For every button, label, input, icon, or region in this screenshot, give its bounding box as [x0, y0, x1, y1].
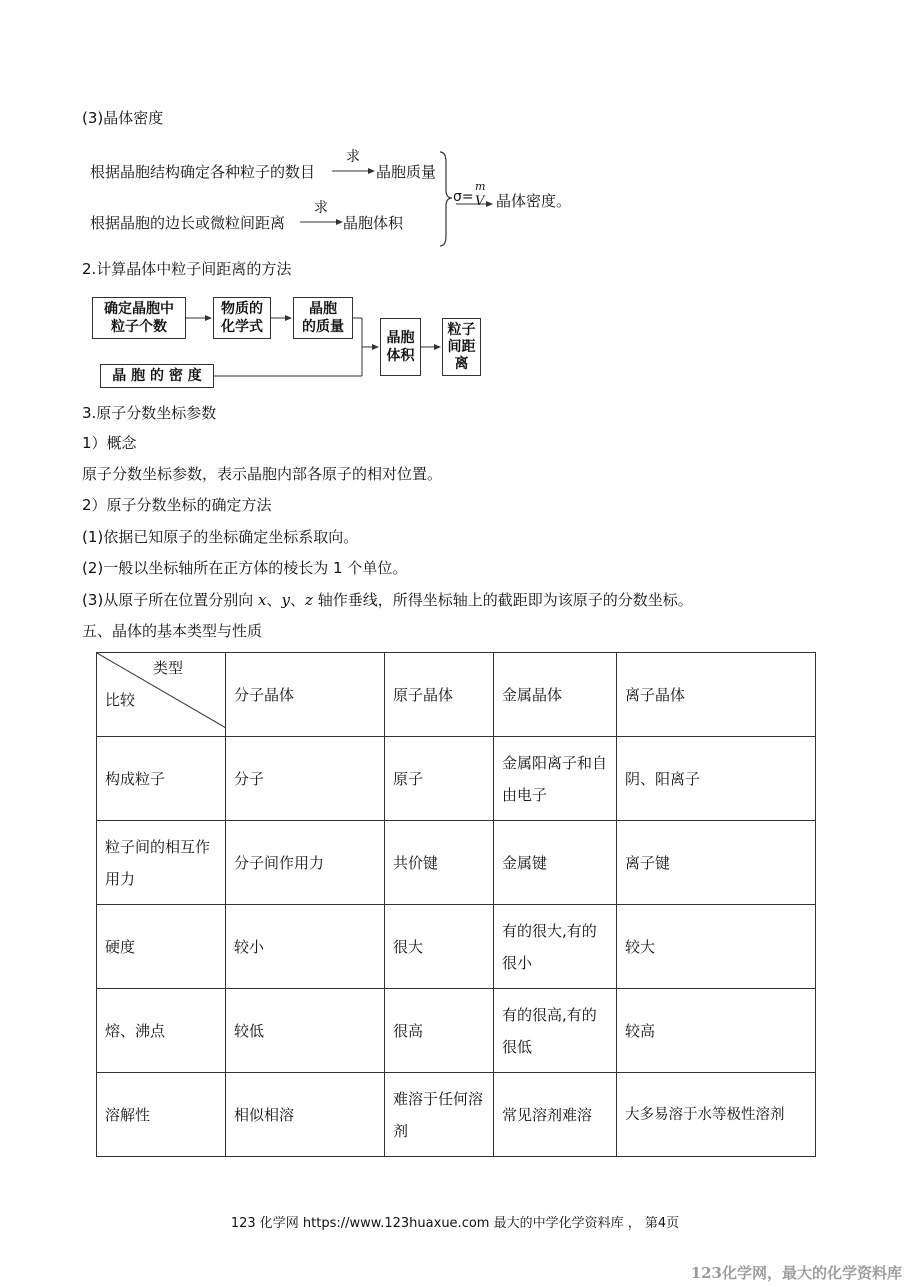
coords-item3-z: z — [305, 591, 313, 609]
table-row — [97, 821, 816, 905]
table-cell: 离子键 — [617, 821, 816, 905]
coords-concept: 原子分数坐标参数，表示晶胞内部各原子的相对位置。 — [82, 465, 443, 483]
flow-box-particle-distance-line3: 离 — [454, 355, 469, 372]
flow-box-cell-mass-line2: 的质量 — [302, 319, 344, 335]
table-header-cell: 金属晶体 — [494, 653, 617, 737]
coords-item3-y: y — [281, 591, 290, 609]
table-cell: 相似相溶 — [226, 1073, 385, 1157]
coords-item3 — [82, 590, 693, 610]
table-header-cell: 离子晶体 — [617, 653, 816, 737]
coords-item3-sep2: 、 — [290, 591, 306, 609]
table-cell: 金属键 — [494, 821, 617, 905]
table-cell: 分子 — [226, 737, 385, 821]
crystal-types-table — [96, 652, 816, 1157]
table-cell: 阴、阳离子 — [617, 737, 816, 821]
table-cell: 很大 — [385, 905, 494, 989]
flow-box-particle-distance-line1: 粒子 — [447, 321, 476, 338]
table-row-label: 熔、沸点 — [97, 989, 226, 1073]
table-cell: 有的很大,有的很小 — [494, 905, 617, 989]
corner-label-type: 类型 — [153, 659, 184, 677]
table-header-cell: 分子晶体 — [226, 653, 385, 737]
table-header-row — [97, 653, 816, 737]
coords-item2: (2)一般以坐标轴所在正方体的棱长为 1 个单位。 — [82, 559, 408, 577]
density-row2-right: 晶胞体积 — [343, 214, 404, 232]
site-watermark: 123化学网，最大的化学资料库 — [690, 1264, 902, 1282]
table-cell: 常见溶剂难溶 — [494, 1073, 617, 1157]
density-result: 晶体密度。 — [496, 192, 572, 210]
density-heading: (3)晶体密度 — [82, 109, 164, 127]
table-cell: 较大 — [617, 905, 816, 989]
table-cell: 金属阳离子和自由电子 — [494, 737, 617, 821]
density-row1-right: 晶胞质量 — [376, 163, 437, 181]
table-row-label: 溶解性 — [97, 1073, 226, 1157]
table-row-label: 硬度 — [97, 905, 226, 989]
flow-box-particle-count — [92, 297, 186, 339]
table-row — [97, 1073, 816, 1157]
flow-box-formula — [213, 297, 271, 339]
coords-item3-prefix: (3)从原子所在位置分别向 — [82, 591, 259, 609]
coords-heading: 3.原子分数坐标参数 — [82, 404, 217, 422]
flow-box-cell-volume — [380, 318, 421, 376]
table-cell: 较小 — [226, 905, 385, 989]
coords-item3-x: x — [258, 591, 267, 609]
flow-box-particle-distance-line2: 间距 — [447, 338, 476, 355]
table-cell: 大多易溶于水等极性溶剂 — [617, 1073, 816, 1157]
flow-box-formula-line1: 物质的 — [221, 301, 263, 317]
flow-box-formula-line2: 化学式 — [221, 319, 263, 335]
table-cell: 较低 — [226, 989, 385, 1073]
flow-box-cell-mass-line1: 晶胞 — [309, 301, 337, 317]
table-cell: 较高 — [617, 989, 816, 1073]
types-heading: 五、晶体的基本类型与性质 — [82, 622, 263, 640]
density-row1-left: 根据晶胞结构确定各种粒子的数目 — [90, 163, 316, 181]
table-cell: 很高 — [385, 989, 494, 1073]
flow-box-particle-distance — [442, 318, 481, 376]
table-row — [97, 989, 816, 1073]
density-row2-arrow-label: 求 — [314, 200, 328, 216]
density-formula-v: V — [475, 194, 485, 209]
density-formula-m: m — [475, 180, 486, 193]
table-cell: 有的很高,有的很低 — [494, 989, 617, 1073]
table-cell: 分子间作用力 — [226, 821, 385, 905]
density-row2-left: 根据晶胞的边长或微粒间距离 — [90, 214, 286, 232]
table-cell: 难溶于任何溶剂 — [385, 1073, 494, 1157]
density-row1-arrow-label: 求 — [346, 149, 360, 165]
page-footer: 123 化学网 https://www.123huaxue.com 最大的中学化学资料库 ， 第4页 — [230, 1216, 680, 1231]
flow-box-cell-volume-line1: 晶胞 — [386, 330, 415, 346]
density-sigma: σ= — [453, 189, 474, 205]
table-corner-cell — [97, 653, 226, 737]
coords-item1: (1)依据已知原子的坐标确定坐标系取向。 — [82, 528, 359, 546]
table-cell: 原子 — [385, 737, 494, 821]
distance-heading: 2.计算晶体中粒子间距离的方法 — [82, 260, 292, 278]
flow-box-cell-mass — [293, 297, 353, 339]
flow-box-cell-density: 晶 胞 的 密 度 — [100, 364, 214, 388]
table-row-label: 构成粒子 — [97, 737, 226, 821]
flow-box-particle-count-line1: 确定晶胞中 — [104, 301, 174, 317]
table-row — [97, 905, 816, 989]
table-row-label: 粒子间的相互作用力 — [97, 821, 226, 905]
coords-item3-suffix: 轴作垂线，所得坐标轴上的截距即为该原子的分数坐标。 — [312, 591, 693, 609]
table-header-cell: 原子晶体 — [385, 653, 494, 737]
coords-item3-sep1: 、 — [266, 591, 282, 609]
coords-sub2: 2）原子分数坐标的确定方法 — [82, 496, 272, 514]
table-cell: 共价键 — [385, 821, 494, 905]
coords-sub1: 1）概念 — [82, 434, 137, 452]
flow-box-particle-count-line2: 粒子个数 — [111, 319, 167, 335]
flow-box-cell-volume-line2: 体积 — [386, 348, 415, 364]
table-row — [97, 737, 816, 821]
corner-label-compare: 比较 — [105, 691, 136, 709]
